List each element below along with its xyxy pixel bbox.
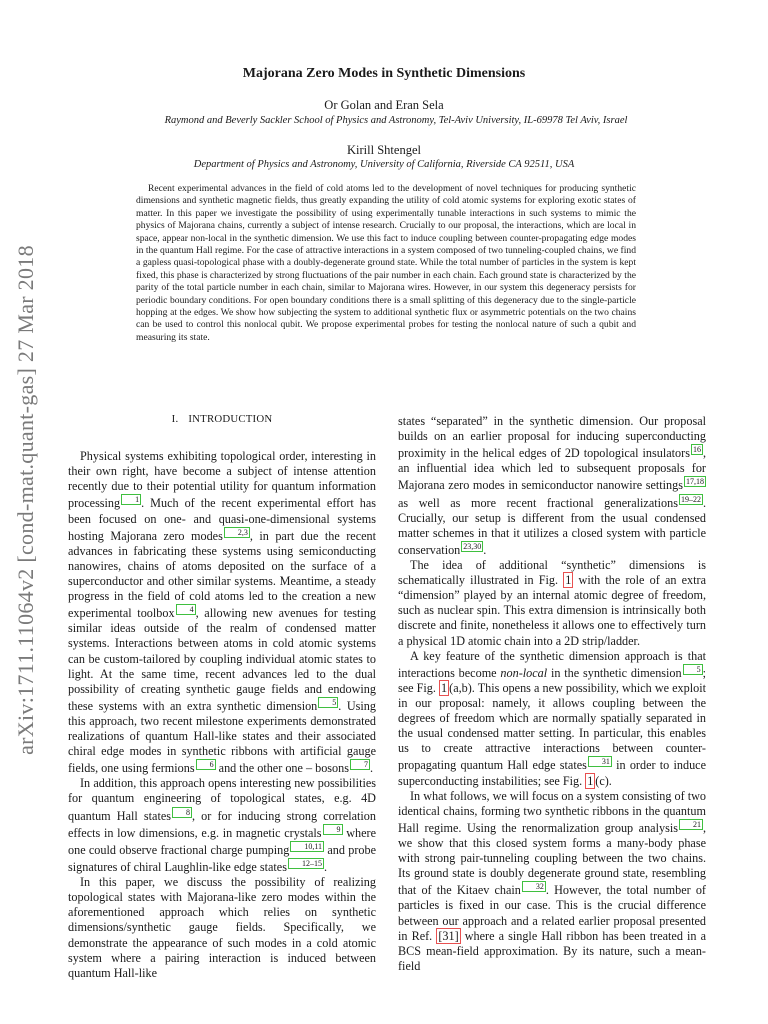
citation-link[interactable]: 16 (692, 445, 701, 455)
paragraph: In this paper, we discuss the possibility of realizing topological states with Majorana-like zero modes within the aforementioned approach which relies on synthetic dimensions/synthetic gauge fields. Specifically, we demonstrate the appearance of such modes in a cold atomic system where a pairing interaction is induced between quantum Hall-like (68, 875, 376, 980)
paper-title: Majorana Zero Modes in Synthetic Dimensions (242, 66, 526, 81)
arxiv-identifier: arXiv:1711.11064v2 [cond-mat.quant-gas] 27 Mar 2018 (13, 245, 38, 755)
section-number: I. (171, 413, 179, 425)
affiliation-2: Department of Physics and Astronomy, University of California, Riverside CA 92511, USA (193, 159, 575, 170)
authors-group-1: Or Golan and Eran Sela (324, 98, 444, 112)
abstract: Recent experimental advances in the field of cold atoms led to the development of novel techniques for producing synthetic dimensions and synthetic magnetic fields, thus greatly expanding the utility of cold atomic systems for exploring exotic states of matter. In this paper we investigate the possibility of using experimentally tunable interactions in such systems to mimic the physics of Majorana chains, currently a subject of intense research. Crucially to our proposal, the interactions, which are local in space, appear non-local in the synthetic dimension. We use this fact to induce coupling between counter-propagating edge modes in the quantum Hall regime. For the case of attractive interactions in a system composed of two tunneling-coupled chains, we find a gapless quasi-topological phase with a doubly-degenerate ground state. While the total number of particles in the system is kept fixed, this phase is characterized by strong fluctuations of the pair number in each chain. Each ground state is characterized by the parity of the total particle number in each chain, similar to Majorana wires. However, in our system this degeneracy persists for periodic boundary conditions. For open boundary conditions there is a small splitting of this degeneracy due to the single-particle hopping at the edges. We show how subjecting the system to additional synthetic flux or asymmetric potentials on the two chains can be used to control this nonlocal qubit. We propose experimental probes for testing the nonlocal nature of such a qubit and measuring its state. (136, 183, 636, 343)
left-column (68, 412, 376, 981)
citation-link[interactable]: 8 (172, 807, 192, 818)
paragraph: In addition, this approach opens interesting new possibilities for quantum engineering of topological states, e.g. 4D quantum Hall states 8 , or for inducing strong correlation effects in low dimensions, e.g. in magnetic crystals 9 where one could observe fractional charge pumping 10,11 and probe signatures of chiral Laughlin-like edge states 12–15 . (68, 776, 376, 875)
paragraph: A key feature of the synthetic dimension approach is that interactions become non-local in the synthetic dimension 5 ; see Fig. 1 (a,b). This opens a new possibility, which we exploit in our proposal: namely, it allows coupling between the degrees of freedom which are normally spatially separated in the usual condensed matter setting. In particular, this enables us to create attractive interactions between counter-propagating quantum Hall edge states 31 in order to induce superconducting instabilities; see Fig. 1 (c). (398, 648, 707, 788)
paragraph: states “separated” in the synthetic dimension. Our proposal builds on an earlier proposal for inducing superconducting proximity in the helical edges of 2D topological insulators 16 , an influential idea which led to subsequent proposals for Majorana zero modes in semiconductor nanowire settings 17,18 as well as more recent fractional generalizations 19–22 . Crucially, our setup is different from the usual condensed matter schemes in that it utilizes a closed system with particle conservation 23,30 . (398, 414, 706, 557)
citation-link[interactable]: 7 (350, 759, 370, 770)
citation-link[interactable]: 6 (196, 759, 216, 770)
citation-link[interactable]: 1 (121, 494, 141, 505)
citation-link[interactable]: 23,30 (463, 541, 482, 551)
citation-link[interactable]: 21 (679, 819, 703, 830)
figure-link[interactable]: 1 (441, 680, 448, 695)
citation-link[interactable]: 2,3 (224, 527, 250, 538)
paragraph: Physical systems exhibiting topological order, interesting in their own right, have become a subject of intense attention recently due to their potential utility for quantum information processing 1 . Much of the recent experimental effort has been focused on one- and quasi-one-dimensional systems hosting Majorana zero modes 2,3 , in part due the recent advances in fabricating these systems using semiconducting nanowires, chains of atoms deposited on the surface of a superconductor and other similar systems. Meantime, a steady progress in the field of cold atoms led to the creation a new experimental toolbox 4 , allowing new avenues for testing similar ideas outside of the realm of condensed matter systems. Interactions between atoms in cold atomic systems can be custom-tailored by coupling individual atomic states to light. At the same time, recent advances led to the dual possibility of creating synthetic gauge fields and endowing these systems with an extra synthetic dimension 5 . Using this approach, two recent milestone experiments demonstrated realizations of quantum Hall-like states and their associated chiral edge modes in synthetic ribbons with artificial gauge fields, one using fermions 6 and the other one – bosons 7 . (68, 449, 377, 776)
affiliation-1: Raymond and Beverly Sackler School of Physics and Astronomy, Tel-Aviv University, IL-69978 Tel Aviv, Israel (164, 115, 628, 126)
citation-link[interactable]: 17,18 (686, 477, 704, 487)
citation-link[interactable]: 10,11 (290, 841, 324, 852)
section-title: INTRODUCTION (188, 413, 273, 425)
citation-link[interactable]: 5 (318, 697, 338, 708)
authors-group-2: Kirill Shtengel (347, 143, 421, 157)
citation-link[interactable]: 32 (522, 881, 546, 892)
citation-link[interactable]: 12–15 (288, 858, 324, 869)
citation-link[interactable]: 5 (683, 664, 703, 675)
right-column (398, 414, 706, 974)
figure-link[interactable]: 1 (565, 573, 572, 588)
paragraph: In what follows, we will focus on a system consisting of two identical chains, forming two synthetic ribbons in the quantum Hall regime. Using the renormalization group analysis 21 , we show that this closed system forms a many-body phase with strong pair-tunneling coupling between the two chains. Its ground state is doubly degenerate ground state, resembling that of the Kitaev chain 32 . However, the total number of particles is fixed in our case. This is the crucial difference between our approach and a related earlier proposal presented in Ref. [31] where a single Hall ribbon has been treated in a BCS mean-field approximation. By its nature, such a mean-field (398, 788, 707, 973)
citation-link[interactable]: 19–22 (680, 494, 701, 504)
arxiv-sidebar (8, 200, 44, 800)
citation-link[interactable]: 9 (323, 824, 343, 835)
figure-link[interactable]: 1 (587, 773, 594, 788)
paragraph: The idea of additional “synthetic” dimensions is schematically illustrated in Fig. 1 with the role of an extra “dimension” played by an internal atomic degree of freedom, such as nuclear spin. This extra dimension is intrinsically both discrete and finite, nonetheless it allows one to effectively turn a physical 1D atomic chain into a 2D strip/ladder. (398, 558, 706, 648)
section-heading (68, 412, 376, 427)
citation-link[interactable]: 31 (588, 756, 612, 767)
citation-link[interactable]: 4 (176, 604, 196, 615)
reference-link[interactable]: [31] (438, 928, 459, 943)
